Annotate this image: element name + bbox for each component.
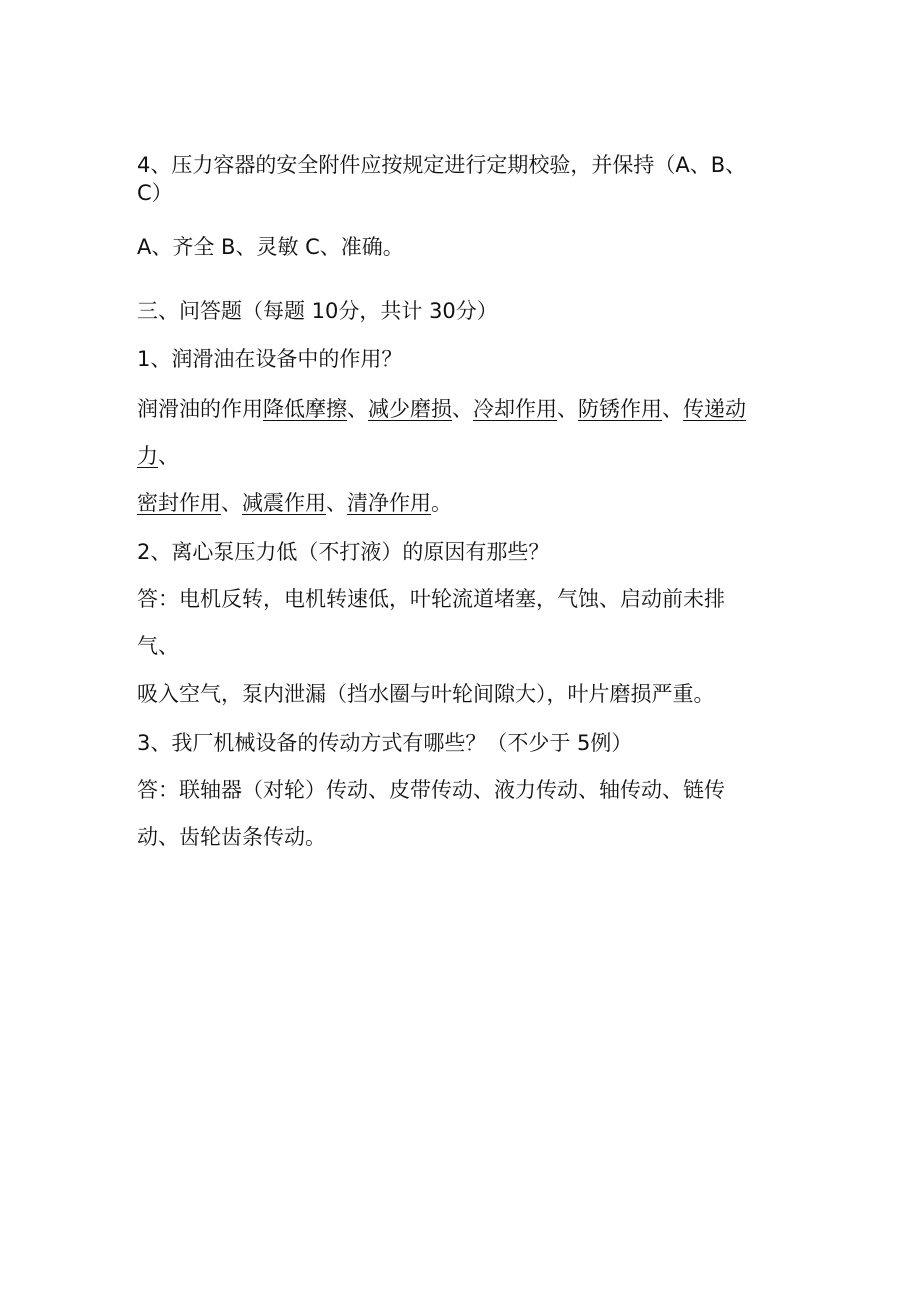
q4-options: A、齐全 B、灵敏 C、准确。	[137, 235, 404, 259]
qa1-term-2: 减少磨损	[368, 397, 452, 421]
qa1-term-3: 冷却作用	[473, 397, 557, 421]
qa1-term-7: 减震作用	[242, 491, 326, 515]
qa1-term-6: 密封作用	[137, 491, 221, 515]
qa1-term-8: 清净作用	[347, 491, 431, 515]
qa1-answer-line-3	[137, 489, 452, 517]
qa1-answer-line-2	[137, 442, 179, 470]
qa1-separator: 、	[221, 491, 242, 515]
section-3-heading: 三、问答题（每题 10分，共计 30分）	[137, 299, 498, 323]
qa3-answer-line-1: 答：联轴器（对轮）传动、皮带传动、液力传动、轴传动、链传	[137, 778, 725, 802]
qa1-term-1: 降低摩擦	[263, 397, 347, 421]
qa2-answer-line-2: 气、	[137, 634, 179, 658]
qa1-term-5a: 传递动	[683, 397, 746, 421]
qa1-separator: 、	[347, 397, 368, 421]
q4-line-1: 4、压力容器的安全附件应按规定进行定期校验，并保持（A、B、	[137, 153, 747, 177]
qa1-separator: 、	[452, 397, 473, 421]
qa2-question: 2、离心泵压力低（不打液）的原因有那些？	[137, 540, 550, 564]
qa1-answer-prefix: 润滑油的作用	[137, 397, 263, 421]
qa2-answer-line-1: 答：电机反转，电机转速低，叶轮流道堵塞，气蚀、启动前未排	[137, 587, 725, 611]
qa1-term-4: 防锈作用	[578, 397, 662, 421]
qa1-separator: 、	[158, 444, 179, 468]
q4-line-2: C）	[137, 181, 173, 205]
qa1-separator: 、	[326, 491, 347, 515]
qa1-question: 1、润滑油在设备中的作用？	[137, 347, 403, 371]
qa1-term-5b: 力	[137, 444, 158, 468]
qa2-answer-line-3: 吸入空气，泵内泄漏（挡水圈与叶轮间隙大），叶片磨损严重。	[137, 682, 715, 706]
qa1-separator: 、	[557, 397, 578, 421]
qa3-question: 3、我厂机械设备的传动方式有哪些？（不少于 5例）	[137, 731, 633, 755]
qa3-answer-line-2: 动、齿轮齿条传动。	[137, 825, 326, 849]
qa1-separator: 、	[662, 397, 683, 421]
qa1-end-mark: 。	[431, 491, 452, 515]
qa1-answer-line-1	[137, 395, 746, 423]
